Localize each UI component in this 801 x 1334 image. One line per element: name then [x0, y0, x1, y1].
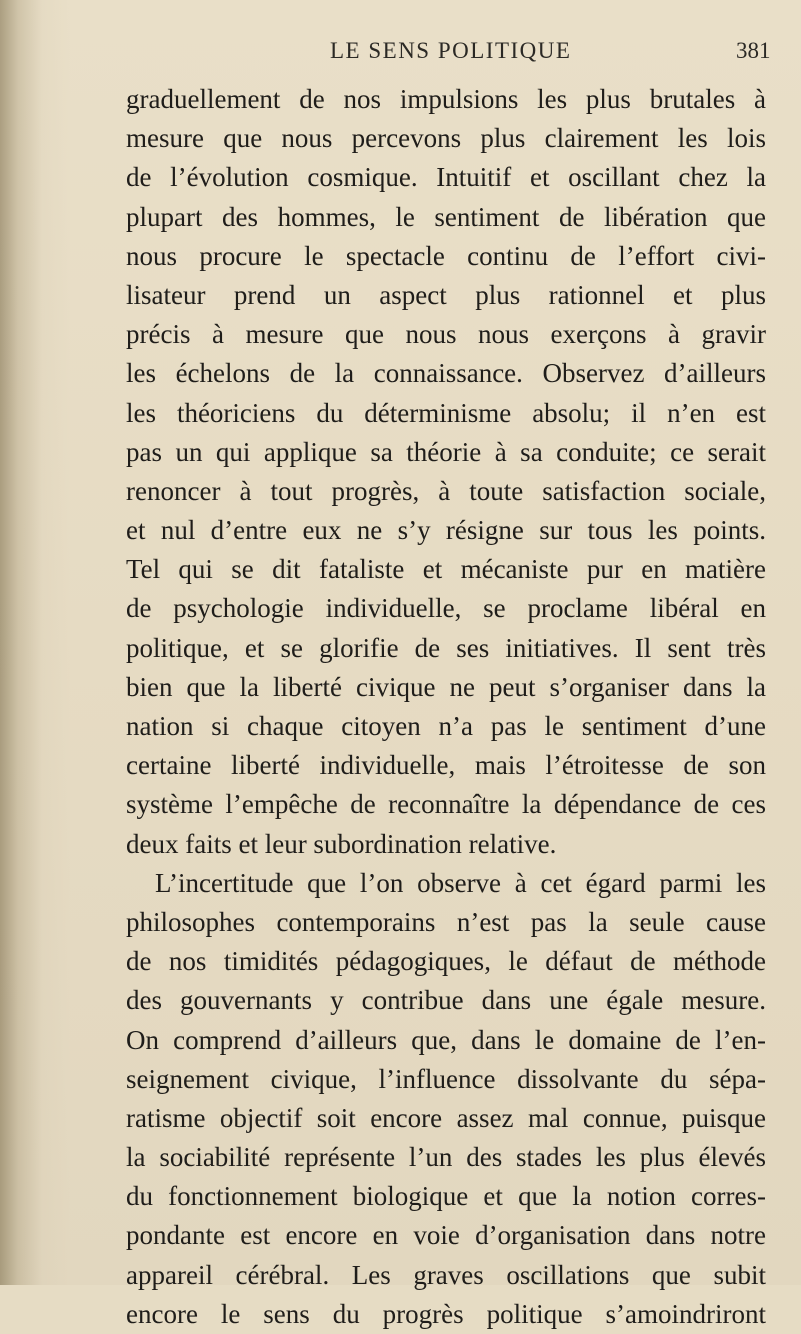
text-line: du fonctionnement biologique et que la notion corres- [126, 1181, 766, 1212]
text-line: nous procure le spectacle continu de l’effort civi- [126, 240, 766, 271]
text-line: la sociabilité représente l’un des stades les plus élevés [126, 1142, 766, 1173]
page-number: 381 [736, 38, 771, 63]
text-line: politique, et se glorifie de ses initiatives. Il sent très [126, 632, 766, 663]
text-line: seignement civique, l’influence dissolvante du sépa- [126, 1063, 766, 1094]
text-line: de psychologie individuelle, se proclame libéral en [126, 593, 766, 624]
text-line: On comprend d’ailleurs que, dans le domaine de l’en- [126, 1024, 766, 1055]
text-line: de l’évolution cosmique. Intuitif et oscillant chez la [126, 162, 766, 193]
running-title: LE SENS POLITIQUE [330, 38, 572, 63]
text-line: renoncer à tout progrès, à toute satisfaction sociale, [126, 475, 766, 506]
text-line: mesure que nous percevons plus clairement les lois [126, 123, 766, 154]
text-line: les théoriciens du déterminisme absolu; il n’en est [126, 397, 766, 428]
text-line: graduellement de nos impulsions les plus brutales à [126, 84, 766, 114]
text-line: système l’empêche de reconnaître la dépendance de ces [126, 789, 766, 820]
text-line: Tel qui se dit fataliste et mécaniste pur en matière [126, 554, 766, 585]
text-line: les échelons de la connaissance. Observez d’ailleurs [126, 358, 766, 389]
text-line: de nos timidités pédagogiques, le défaut de méthode [126, 946, 766, 977]
text-line: pas un qui applique sa théorie à sa conduite; ce serait [126, 436, 766, 467]
text-line: certaine liberté individuelle, mais l’étroitesse de son [126, 750, 766, 781]
text-line: pondante est encore en voie d’organisation dans notre [126, 1220, 766, 1251]
text-line: lisateur prend un aspect plus rationnel et plus [126, 279, 766, 310]
text-line: et nul d’entre eux ne s’y résigne sur tous les points. [126, 515, 766, 546]
text-line: encore le sens du progrès politique s’amoindriront [126, 1298, 766, 1329]
text-line: bien que la liberté civique ne peut s’organiser dans la [126, 671, 766, 702]
text-line: philosophes contemporains n’est pas la seule cause [126, 906, 766, 937]
text-line: précis à mesure que nous nous exerçons à gravir [126, 319, 766, 350]
text-line: appareil cérébral. Les graves oscillations que subit [126, 1259, 766, 1290]
paragraph-start-line: L’incertitude que l’on observe à cet égard parmi les [155, 867, 766, 898]
text-line: des gouvernants y contribue dans une égale mesure. [126, 985, 766, 1016]
text-line: plupart des hommes, le sentiment de libération que [126, 201, 766, 232]
paragraph-end-line: deux faits et leur subordination relative. [126, 828, 557, 859]
text-line: ratisme objectif soit encore assez mal connue, puisque [126, 1102, 766, 1133]
body-text [126, 80, 766, 1334]
page-header [0, 38, 801, 78]
text-line: nation si chaque citoyen n’a pas le sentiment d’une [126, 711, 766, 741]
